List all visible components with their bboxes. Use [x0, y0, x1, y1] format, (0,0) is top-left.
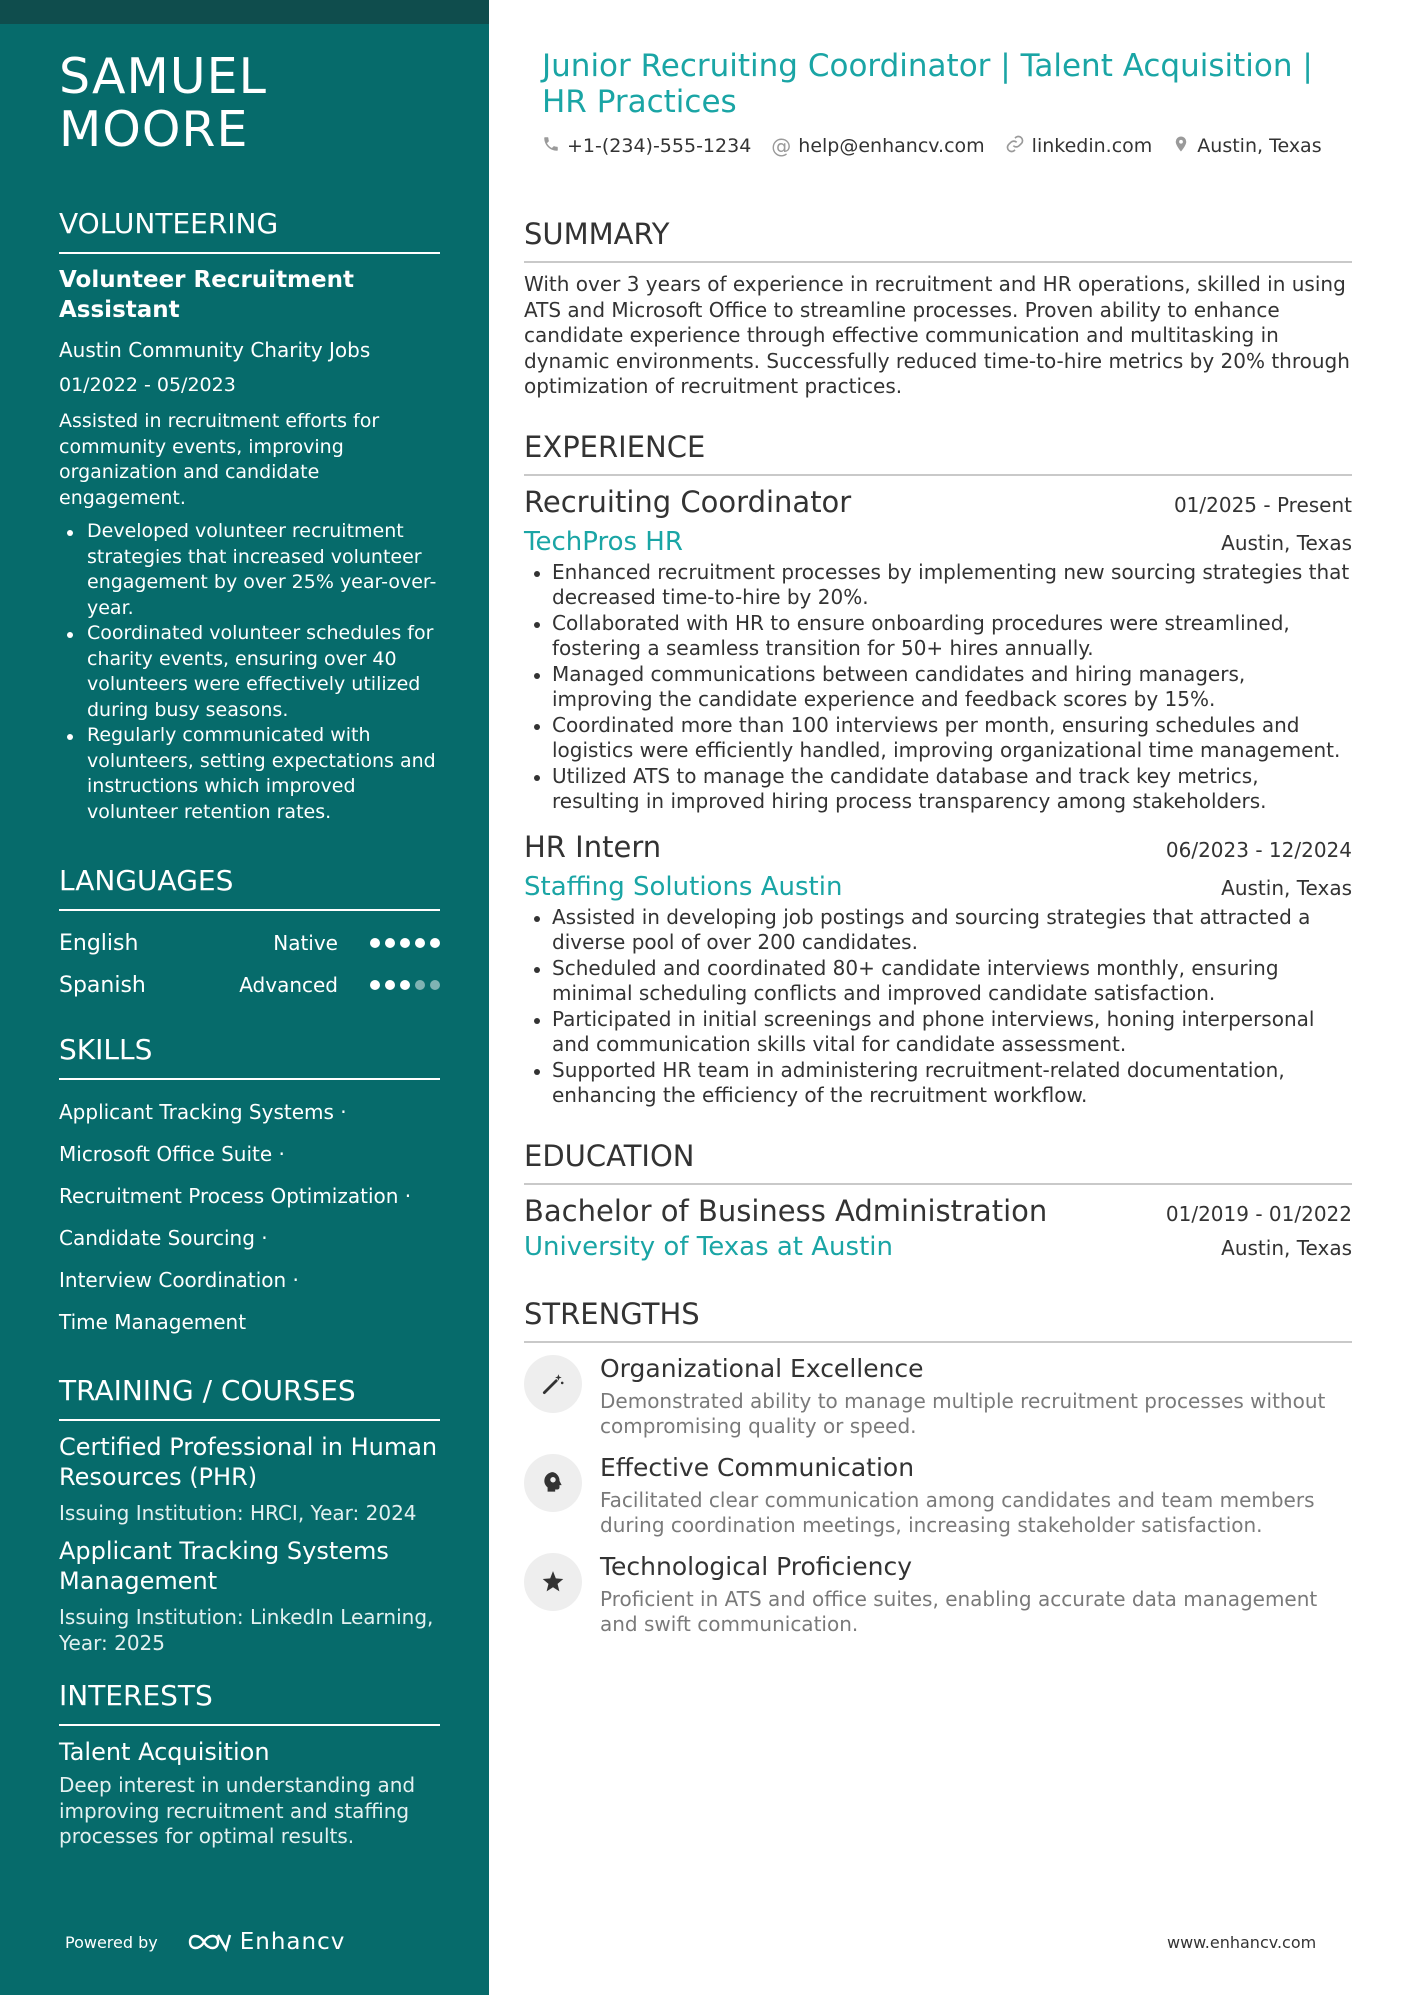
contact-phone[interactable]: [542, 135, 751, 157]
language-rating: [370, 980, 440, 990]
list-item: Participated in initial screenings and phone interviews, honing interpersonal and communication skills vital for candidate assessment.: [524, 1007, 1352, 1058]
location-text: Austin, Texas: [1197, 134, 1322, 157]
rating-dot-filled: [415, 938, 425, 948]
summary-title: SUMMARY: [524, 217, 1352, 263]
language-rating: [370, 938, 440, 948]
phone-icon: [542, 135, 560, 156]
strength-item: [524, 1551, 1352, 1638]
list-item: Utilized ATS to manage the candidate database and track key metrics, resulting in improved hiring process transparency among stakeholders.: [524, 764, 1352, 815]
job-company: Staffing Solutions Austin: [524, 871, 843, 902]
list-item: Assisted in developing job postings and sourcing strategies that attracted a diverse pool of over 200 candidates.: [524, 905, 1352, 956]
summary-section: [524, 217, 1352, 400]
list-item: Scheduled and coordinated 80+ candidate interviews monthly, ensuring minimal scheduling conflicts and improved candidate satisfaction.: [524, 956, 1352, 1007]
main-content: [524, 48, 1352, 1638]
powered-by-label: Powered by: [65, 1932, 158, 1952]
skill-item: Time Management: [59, 1310, 247, 1334]
course-title: Applicant Tracking Systems Management: [59, 1537, 389, 1595]
contact-location: [1172, 134, 1321, 157]
rating-dot-empty: [430, 980, 440, 990]
summary-text: With over 3 years of experience in recruitment and HR operations, skilled in using ATS and Microsoft Office to streamline processes. Proven ability to enhance candidate experience through effective communication and multitasking in dynamic environments. Successfully reduced time-to-hire metrics by 20% through optimization of recruitment practices.: [524, 272, 1350, 398]
job-title: HR Intern: [524, 829, 662, 864]
strength-title: Effective Communication: [600, 1452, 915, 1482]
skill-item: Interview Coordination ·: [59, 1268, 299, 1292]
headline: Junior Recruiting Coordinator | Talent Acquisition | HR Practices: [542, 48, 1313, 120]
strength-title: Organizational Excellence: [600, 1353, 924, 1383]
language-level: Native: [273, 931, 338, 955]
education-title: EDUCATION: [524, 1139, 1352, 1185]
list-item: Enhanced recruitment processes by implementing new sourcing strategies that decreased time-to-hire by 20%.: [524, 560, 1352, 611]
volunteer-description: Assisted in recruitment efforts for community events, improving organization and candidate engagement.: [59, 410, 380, 509]
sidebar: [0, 0, 489, 1995]
linkedin-text: linkedin.com: [1031, 134, 1153, 157]
contact-email[interactable]: [771, 135, 984, 157]
contact-bar: [542, 134, 1352, 157]
contact-linkedin[interactable]: [1005, 134, 1153, 157]
languages-title: LANGUAGES: [59, 865, 440, 911]
head-idea-icon: [524, 1454, 582, 1512]
language-row: [59, 922, 440, 964]
job-bullets: [524, 905, 1352, 1109]
job-entry: [524, 829, 1352, 1109]
education-location: Austin, Texas: [1221, 1235, 1352, 1260]
interests-title: INTERESTS: [59, 1680, 440, 1726]
star-icon: [524, 1553, 582, 1611]
list-item: Developed volunteer recruitment strategies that increased volunteer engagement by over 25% year-over-year.: [59, 519, 440, 621]
interest-description: Deep interest in understanding and improving recruitment and staffing processes for optimal results.: [59, 1773, 416, 1848]
first-name: SAMUEL: [59, 48, 267, 105]
footer-url[interactable]: www.enhancv.com: [1167, 1933, 1317, 1952]
magic-wand-icon: [524, 1355, 582, 1413]
job-bullets: [524, 560, 1352, 815]
sidebar-top-bar: [0, 0, 489, 24]
rating-dot-filled: [385, 938, 395, 948]
list-item: Coordinated more than 100 interviews per month, ensuring schedules and logistics were efficiently handled, improving organizational time management.: [524, 713, 1352, 764]
rating-dot-filled: [370, 980, 380, 990]
enhancv-logo[interactable]: [186, 1929, 346, 1955]
job-dates: 01/2025 - Present: [1173, 492, 1352, 517]
training-section: [59, 1375, 440, 1656]
list-item: Regularly communicated with volunteers, setting expectations and instructions which improved volunteer retention rates.: [59, 723, 440, 825]
volunteer-dates: 01/2022 - 05/2023: [59, 374, 236, 396]
strength-title: Technological Proficiency: [600, 1551, 913, 1581]
powered-by: [65, 1929, 345, 1955]
experience-section: [524, 430, 1352, 1109]
skill-item: Microsoft Office Suite ·: [59, 1142, 285, 1166]
interests-section: [59, 1680, 440, 1850]
last-name: MOORE: [59, 101, 249, 158]
candidate-name: [59, 50, 440, 156]
rating-dot-filled: [400, 938, 410, 948]
volunteering-title: VOLUNTEERING: [59, 208, 440, 254]
language-name: English: [59, 930, 139, 956]
list-item: Managed communications between candidates and hiring managers, improving the candidate experience and feedback scores by 15%.: [524, 662, 1352, 713]
volunteer-bullets: [59, 519, 440, 825]
course-title: Certified Professional in Human Resources (PHR): [59, 1433, 438, 1491]
job-location: Austin, Texas: [1221, 875, 1352, 900]
job-location: Austin, Texas: [1221, 530, 1352, 555]
skill-item: Recruitment Process Optimization ·: [59, 1184, 412, 1208]
course-institution: Issuing Institution: HRCI, Year: 2024: [59, 1501, 417, 1525]
education-dates: 01/2019 - 01/2022: [1165, 1201, 1352, 1226]
language-row: [59, 964, 440, 1006]
job-dates: 06/2023 - 12/2024: [1165, 837, 1352, 862]
skill-item: Candidate Sourcing ·: [59, 1226, 268, 1250]
interest-title: Talent Acquisition: [59, 1738, 270, 1766]
languages-section: [59, 865, 440, 1006]
strength-item: [524, 1452, 1352, 1539]
strength-description: Facilitated clear communication among candidates and team members during coordination meetings, increasing stakeholder satisfaction.: [600, 1487, 1315, 1537]
rating-dot-filled: [400, 980, 410, 990]
skills-section: [59, 1034, 440, 1343]
phone-text: +1-(234)-555-1234: [567, 134, 752, 157]
education-section: [524, 1139, 1352, 1263]
volunteering-section: [59, 208, 440, 825]
education-degree: Bachelor of Business Administration: [524, 1193, 1048, 1228]
at-icon: @: [771, 133, 792, 158]
job-entry: [524, 484, 1352, 815]
list-item: Collaborated with HR to ensure onboarding procedures were streamlined, fostering a seamless transition for 50+ hires annually.: [524, 611, 1352, 662]
sidebar-content: [59, 50, 440, 1850]
strengths-section: [524, 1297, 1352, 1638]
rating-dot-filled: [430, 938, 440, 948]
strength-description: Proficient in ATS and office suites, enabling accurate data management and swift communication.: [600, 1586, 1318, 1636]
volunteer-role: Volunteer Recruitment Assistant: [59, 267, 354, 323]
rating-dot-filled: [385, 980, 395, 990]
education-school: University of Texas at Austin: [524, 1231, 893, 1262]
list-item: Coordinated volunteer schedules for charity events, ensuring over 40 volunteers were effectively utilized during busy seasons.: [59, 621, 440, 723]
training-title: TRAINING / COURSES: [59, 1375, 440, 1421]
experience-title: EXPERIENCE: [524, 430, 1352, 476]
strength-description: Demonstrated ability to manage multiple recruitment processes without compromising quality or speed.: [600, 1388, 1326, 1438]
email-text: help@enhancv.com: [798, 134, 985, 157]
job-company: TechPros HR: [524, 526, 683, 557]
rating-dot-filled: [370, 938, 380, 948]
strength-item: [524, 1353, 1352, 1440]
enhancv-logo-icon: [186, 1930, 232, 1954]
job-title: Recruiting Coordinator: [524, 484, 852, 519]
location-pin-icon: [1172, 134, 1190, 157]
volunteer-organization: Austin Community Charity Jobs: [59, 338, 371, 362]
skills-title: SKILLS: [59, 1034, 440, 1080]
course-institution: Issuing Institution: LinkedIn Learning, Year: 2025: [59, 1605, 434, 1655]
language-name: Spanish: [59, 972, 146, 998]
list-item: Supported HR team in administering recruitment-related documentation, enhancing the efficiency of the recruitment workflow.: [524, 1058, 1352, 1109]
rating-dot-empty: [415, 980, 425, 990]
skill-item: Applicant Tracking Systems ·: [59, 1100, 347, 1124]
enhancv-brand-text: Enhancv: [239, 1929, 346, 1955]
strengths-title: STRENGTHS: [524, 1297, 1352, 1343]
link-icon: [1005, 134, 1025, 157]
language-level: Advanced: [239, 973, 338, 997]
